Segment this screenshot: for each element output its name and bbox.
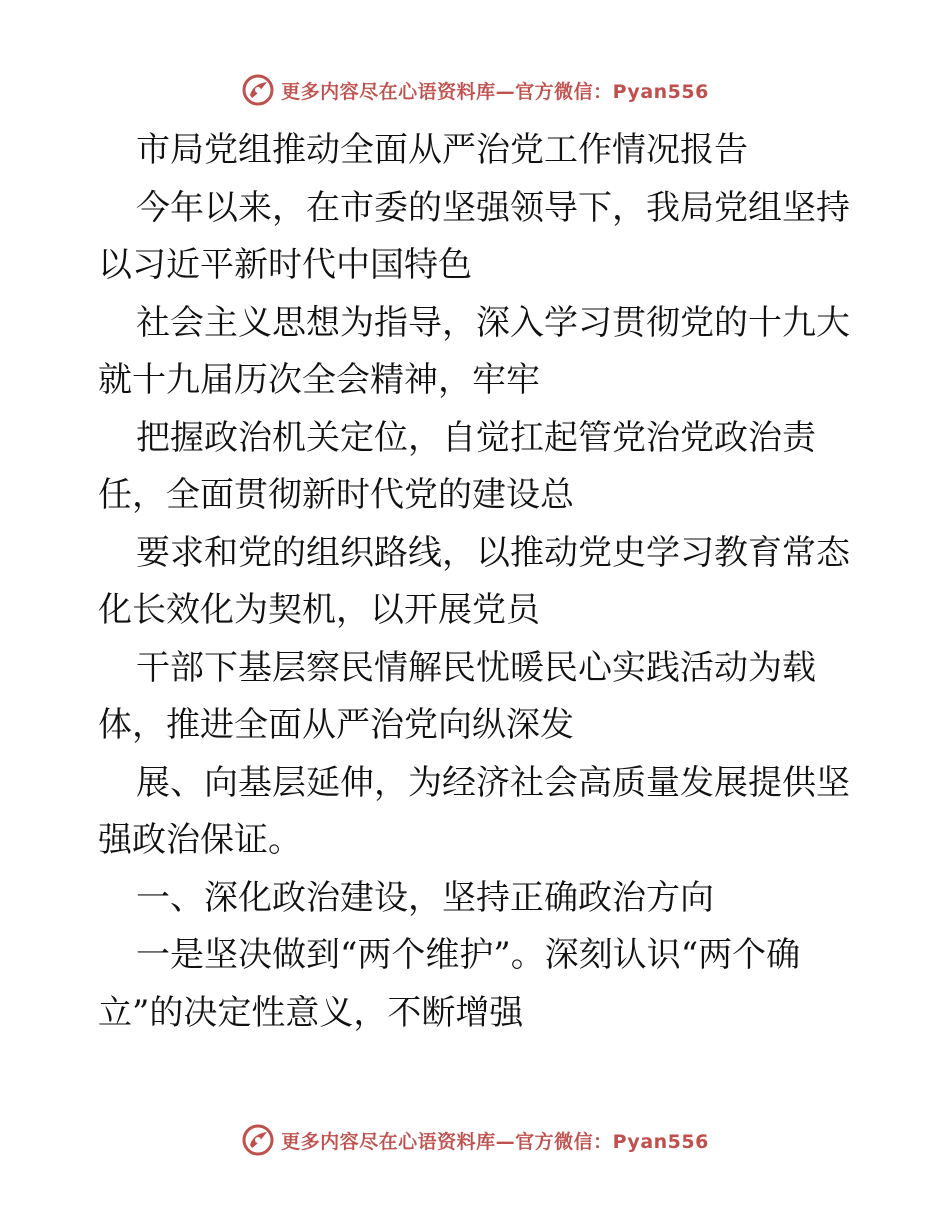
section-heading: 一、深化政治建设，坚持正确政治方向 [136, 877, 714, 918]
watermark-text: 更多内容尽在心语资料库—官方微信：Pyan556 [281, 80, 709, 103]
document-body [98, 122, 858, 1042]
paragraph-line: 要求和党的组织路线，以推动党史学习教育常态化长效化为契机，以开展党员 [98, 532, 850, 630]
document-title: 市局党组推动全面从严治党工作情况报告 [136, 130, 748, 170]
footer-watermark [0, 1120, 950, 1160]
seal-logo-icon [241, 73, 275, 107]
paragraph-line: 一是坚决做到“两个维护”。深刻认识“两个确立”的决定性意义，不断增强 [98, 935, 801, 1033]
paragraph-line: 展、向基层延伸，为经济社会高质量发展提供坚强政治保证。 [98, 762, 850, 860]
watermark-text: 更多内容尽在心语资料库—官方微信：Pyan556 [281, 1130, 709, 1153]
paragraph-line: 把握政治机关定位，自觉扛起管党治党政治责任，全面贯彻新时代党的建设总 [98, 417, 816, 515]
header-watermark [0, 70, 950, 110]
seal-logo-icon [241, 1123, 275, 1157]
paragraph-line: 今年以来，在市委的坚强领导下，我局党组坚持以习近平新时代中国特色 [98, 187, 850, 285]
paragraph-line: 社会主义思想为指导，深入学习贯彻党的十九大就十九届历次全会精神，牢牢 [98, 302, 850, 400]
paragraph-line: 干部下基层察民情解民忧暖民心实践活动为载体，推进全面从严治党向纵深发 [98, 647, 816, 745]
